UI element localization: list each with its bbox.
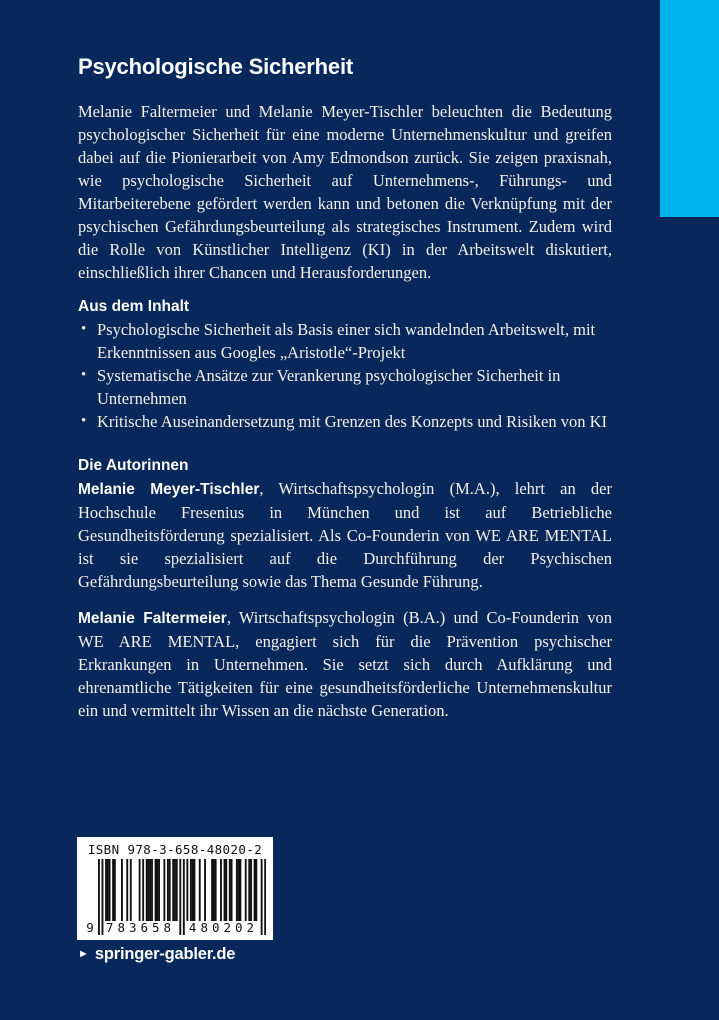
barcode-digit-lead: 9	[86, 920, 94, 935]
publisher-website: springer-gabler.de	[94, 945, 236, 963]
author-paragraph	[78, 477, 612, 593]
author-paragraph	[78, 606, 612, 722]
barcode-panel	[77, 837, 273, 940]
barcode-bars	[84, 859, 266, 937]
contents-list	[78, 318, 612, 433]
list-item-text: Systematische Ansätze zur Verankerung psychologischer Sicherheit in Unternehmen	[97, 366, 561, 408]
arrow-right-icon: ►	[78, 948, 89, 960]
isbn-label: ISBN 978-3-658-48020-2	[87, 842, 263, 857]
author-name: Melanie Faltermeier	[78, 610, 227, 627]
author-bio: , Wirtschaftspsychologin (B.A.) und Co-Founderin von WE ARE MENTAL, engagiert sich für die Prävention psychischer Erkrankungen in Unternehmen. Sie setzt sich durch Aufklärung und ehrenamtliche Tätigkeiten für eine gesundheitsförderliche Unternehmenskultur ein und vermittelt ihr Wissen an die nächste Generation.	[78, 608, 613, 720]
book-title: Psychologische Sicherheit	[78, 54, 353, 79]
cover-text-block	[78, 54, 612, 722]
list-item-text: Kritische Auseinandersetzung mit Grenzen des Konzepts und Risiken von KI	[97, 412, 608, 431]
author-bio: , Wirtschaftspsychologin (M.A.), lehrt an der Hochschule Fresenius in München und ist auf Betriebliche Gesundheitsförderung spezialisiert. Als Co-Founderin von WE ARE MENTAL ist sie spezialisiert auf die Durchführung der Psychischen Gefährdungsbeurteilung sowie das Thema Gesunde Führung.	[78, 479, 612, 591]
authors-heading: Die Autorinnen	[78, 457, 189, 474]
author-name: Melanie Meyer-Tischler	[78, 481, 260, 498]
bullet-icon: •	[81, 367, 87, 383]
list-item	[78, 410, 612, 433]
publisher-site-line	[78, 945, 235, 964]
barcode-digits-right: 480202	[188, 920, 259, 935]
bullet-icon: •	[81, 413, 87, 429]
bullet-icon: •	[81, 321, 87, 337]
contents-heading: Aus dem Inhalt	[78, 298, 190, 315]
barcode-digits-left: 783658	[105, 920, 176, 935]
list-item	[78, 364, 612, 410]
list-item	[78, 318, 612, 364]
list-item-text: Psychologische Sicherheit als Basis einer sich wandelnden Arbeitswelt, mit Erkenntnissen aus Googles „Aristotle“-Projekt	[97, 320, 596, 362]
cover-accent-tab	[660, 0, 719, 217]
intro-paragraph: Melanie Faltermeier und Melanie Meyer-Tischler beleuchten die Bedeutung psychologischer Sicherheit für eine moderne Unternehmenskultur und greifen dabei auf die Pionierarbeit von Amy Edmondson zurück. Sie zeigen praxisnah, wie psychologische Sicherheit auf Unternehmens-, Führungs- und Mitarbeiterebene gefördert werden kann und betonen die Verknüpfung mit der psychischen Gefährdungsbeurteilung als strategisches Instrument. Zudem wird die Rolle von Künstlicher Intelligenz (KI) in der Arbeitswelt diskutiert, einschließlich ihrer Chancen und Herausforderungen.	[78, 102, 612, 282]
